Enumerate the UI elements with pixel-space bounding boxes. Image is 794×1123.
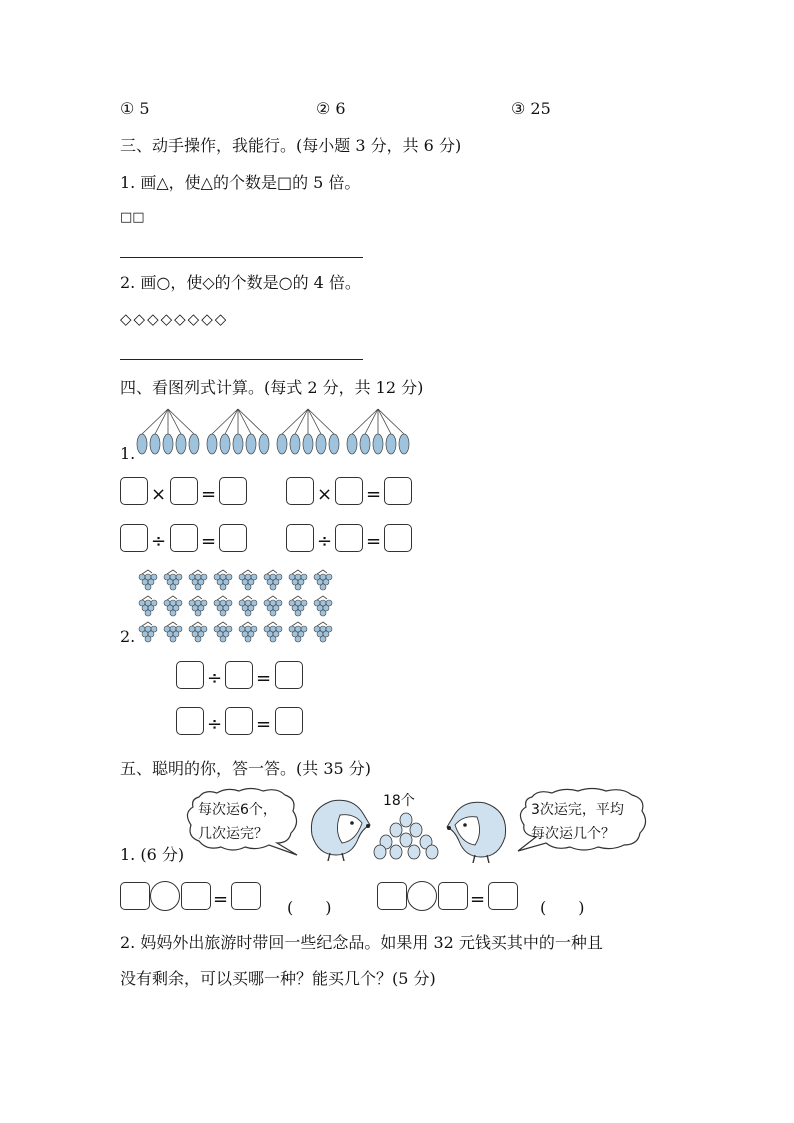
fish-groups-illustration [136,406,416,458]
option-3: ③ 25 [511,99,551,118]
section5-title: 五、聪明的你，答一答。(共 35 分) [120,759,372,778]
answer-box[interactable] [176,661,204,689]
answer-line-2[interactable] [120,359,363,360]
acorn-pile-icon [372,810,440,860]
answer-box[interactable] [488,882,518,910]
equals-sign: = [470,889,486,910]
speech-bubble-right [508,787,650,859]
answer-box[interactable] [286,477,314,505]
answer-paren[interactable]: ( ) [287,898,332,917]
section4-q1-label: 1. [120,444,136,463]
answer-box[interactable] [181,882,211,910]
answer-box[interactable] [335,477,363,505]
answer-box[interactable] [384,524,412,552]
operator-circle[interactable] [407,881,437,911]
equals-sign: = [201,531,217,552]
hedgehog-right-icon [443,797,515,863]
answer-box[interactable] [377,882,407,910]
divide-sign: ÷ [207,668,223,689]
equals-sign: = [366,484,382,505]
answer-box[interactable] [438,882,468,910]
answer-box[interactable] [225,661,253,689]
answer-box[interactable] [120,477,148,505]
answer-box[interactable] [335,524,363,552]
answer-box[interactable] [219,477,247,505]
speech-bubble-left [185,787,305,859]
section5-q1-label: 1. (6 分) [120,845,185,864]
times-sign: × [317,484,333,505]
answer-box[interactable] [120,882,150,910]
times-sign: × [151,484,167,505]
section5-q2-line2: 没有剩余，可以买哪一种？能买几个？(5 分) [120,969,436,988]
answer-paren[interactable]: ( ) [540,898,585,917]
section5-q2-line1: 2. 妈妈外出旅游时带回一些纪念品。如果用 32 元钱买其中的一种且 [120,933,603,952]
equals-sign: = [256,668,272,689]
acorn-count-label: 18个 [383,793,415,809]
answer-box[interactable] [275,661,303,689]
divide-sign: ÷ [317,531,333,552]
answer-box[interactable] [170,477,198,505]
answer-box[interactable] [231,882,261,910]
bubble-right-line2: 每次运几个？ [531,826,615,842]
equals-sign: = [213,889,229,910]
section3-q2-given: ◇◇◇◇◇◇◇◇ [120,310,229,328]
equals-sign: = [256,714,272,735]
equals-sign: = [366,531,382,552]
hedgehog-left-icon [302,795,374,861]
operator-circle[interactable] [150,881,180,911]
answer-box[interactable] [384,477,412,505]
answer-box[interactable] [275,707,303,735]
divide-sign: ÷ [151,531,167,552]
section4-title: 四、看图列式计算。(每式 2 分，共 12 分) [120,378,424,397]
bubble-left-line1: 每次运6个， [198,802,277,818]
section3-q2: 2. 画○，使◇的个数是○的 4 倍。 [120,273,361,292]
answer-box[interactable] [120,524,148,552]
option-2: ② 6 [316,99,346,118]
grapes-grid-illustration [136,568,340,646]
section3-q1: 1. 画△，使△的个数是□的 5 倍。 [120,173,361,192]
bubble-right-line1: 3次运完，平均 [531,802,624,818]
answer-box[interactable] [286,524,314,552]
divide-sign: ÷ [207,714,223,735]
bubble-left-line2: 几次运完？ [198,826,268,842]
answer-box[interactable] [219,524,247,552]
equals-sign: = [201,484,217,505]
answer-line-1[interactable] [120,257,363,258]
section4-q2-label: 2. [120,627,136,646]
answer-box[interactable] [225,707,253,735]
answer-box[interactable] [176,707,204,735]
section3-title: 三、动手操作，我能行。(每小题 3 分，共 6 分) [120,136,462,155]
option-1: ① 5 [120,99,150,118]
section3-q1-given: □□ [120,210,145,225]
answer-box[interactable] [170,524,198,552]
